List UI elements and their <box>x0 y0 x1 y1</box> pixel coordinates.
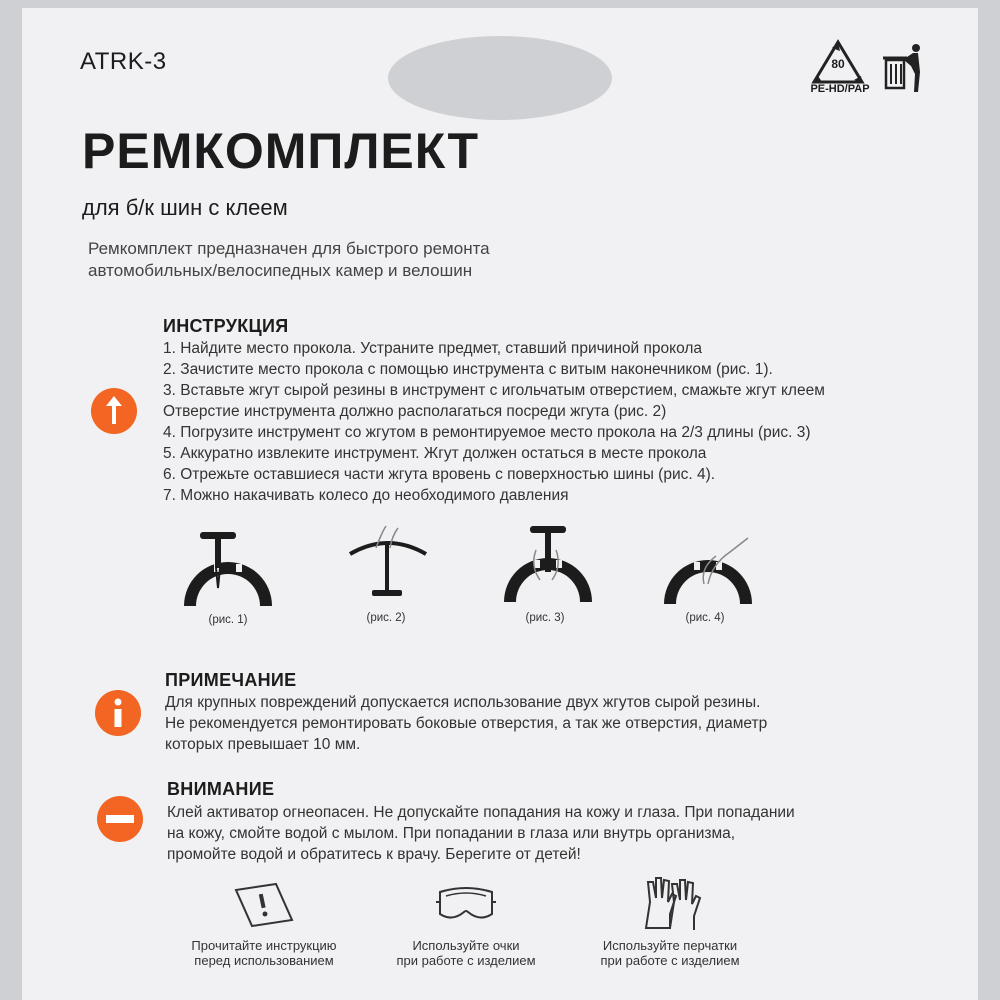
warning-line: промойте водой и обратитесь к врачу. Берегите от детей! <box>167 846 581 863</box>
intro-text <box>88 238 490 282</box>
gloves-icon <box>640 872 704 934</box>
product-code: ATRK-3 <box>80 48 167 75</box>
figure-1-caption: (рис. 1) <box>208 614 248 626</box>
page-subtitle: для б/к шин с клеем <box>82 195 288 220</box>
hang-hole <box>388 36 612 120</box>
instruction-list <box>163 338 963 506</box>
caption-line: Используйте перчатки <box>602 938 738 953</box>
instruction-step: 5. Аккуратно извлеките инструмент. Жгут должен остаться в месте прокола <box>163 445 707 462</box>
instruction-heading: ИНСТРУКЦИЯ <box>163 316 289 336</box>
arrow-up-icon <box>91 388 137 434</box>
warning-line: на кожу, смойте водой с мылом. При попадании в глаза или внутрь организма, <box>167 825 736 842</box>
figure-4-caption: (рис. 4) <box>685 612 725 624</box>
instruction-step: 7. Можно накачивать колесо до необходимого давления <box>163 487 569 504</box>
note-text <box>165 692 955 755</box>
warning-line: Клей активатор огнеопасен. Не допускайте попадания на кожу и глаза. При попадании <box>167 804 795 821</box>
recycle-code: 80 <box>831 57 845 71</box>
instruction-step: 1. Найдите место прокола. Устраните предмет, ставший причиной прокола <box>163 340 703 357</box>
warning-heading: ВНИМАНИЕ <box>167 779 275 799</box>
trash-bin-icon <box>880 40 928 96</box>
instruction-step: 3. Вставьте жгут сырой резины в инструмент с игольчатым отверстием, смажьте жгут клеем <box>163 382 825 399</box>
no-entry-icon <box>97 796 143 842</box>
caption-line: Прочитайте инструкцию <box>191 938 337 953</box>
caption-line: при работе с изделием <box>600 953 740 968</box>
instruction-step: 6. Отрежьте оставшиеся части жгута вровень с поверхностью шины (рис. 4). <box>163 466 716 483</box>
note-line: Для крупных повреждений допускается использование двух жгутов сырой резины. <box>165 694 761 711</box>
info-icon <box>95 690 141 736</box>
caption-line: при работе с изделием <box>396 953 536 968</box>
instruction-step: 4. Погрузите инструмент со жгутом в ремонтируемое место прокола на 2/3 длины (рис. 3) <box>163 424 811 441</box>
note-line: Не рекомендуется ремонтировать боковые отверстия, а так же отверстия, диаметр <box>165 715 768 732</box>
warning-text <box>167 802 957 865</box>
caption-line: перед использованием <box>194 953 334 968</box>
figure-3-caption: (рис. 3) <box>525 612 565 624</box>
recycle-material: PE-HD/PAP <box>810 83 870 95</box>
pictogram-caption-gloves <box>570 938 770 968</box>
instruction-step: 2. Зачистите место прокола с помощью инструмента с витым наконечником (рис. 1). <box>163 361 773 378</box>
instruction-manual-icon <box>232 880 296 930</box>
figure-1-illustration <box>180 528 276 610</box>
safety-goggles-icon <box>434 880 498 930</box>
intro-line: Ремкомплект предназначен для быстрого ремонта <box>88 239 490 258</box>
pictogram-caption-goggles <box>366 938 566 968</box>
page-title: РЕМКОМПЛЕКТ <box>82 123 480 179</box>
figure-2-illustration <box>346 522 430 602</box>
figure-2-caption: (рис. 2) <box>366 612 406 624</box>
figure-4-illustration <box>660 534 756 608</box>
caption-line: Используйте очки <box>412 938 520 953</box>
instruction-step: Отверстие инструмента должно располагаться посреди жгута (рис. 2) <box>163 403 667 420</box>
intro-line: автомобильных/велосипедных камер и велошин <box>88 261 473 280</box>
note-line: которых превышает 10 мм. <box>165 736 361 753</box>
figure-3-illustration <box>500 520 596 606</box>
pictogram-caption-manual <box>164 938 364 968</box>
note-heading: ПРИМЕЧАНИЕ <box>165 670 297 690</box>
